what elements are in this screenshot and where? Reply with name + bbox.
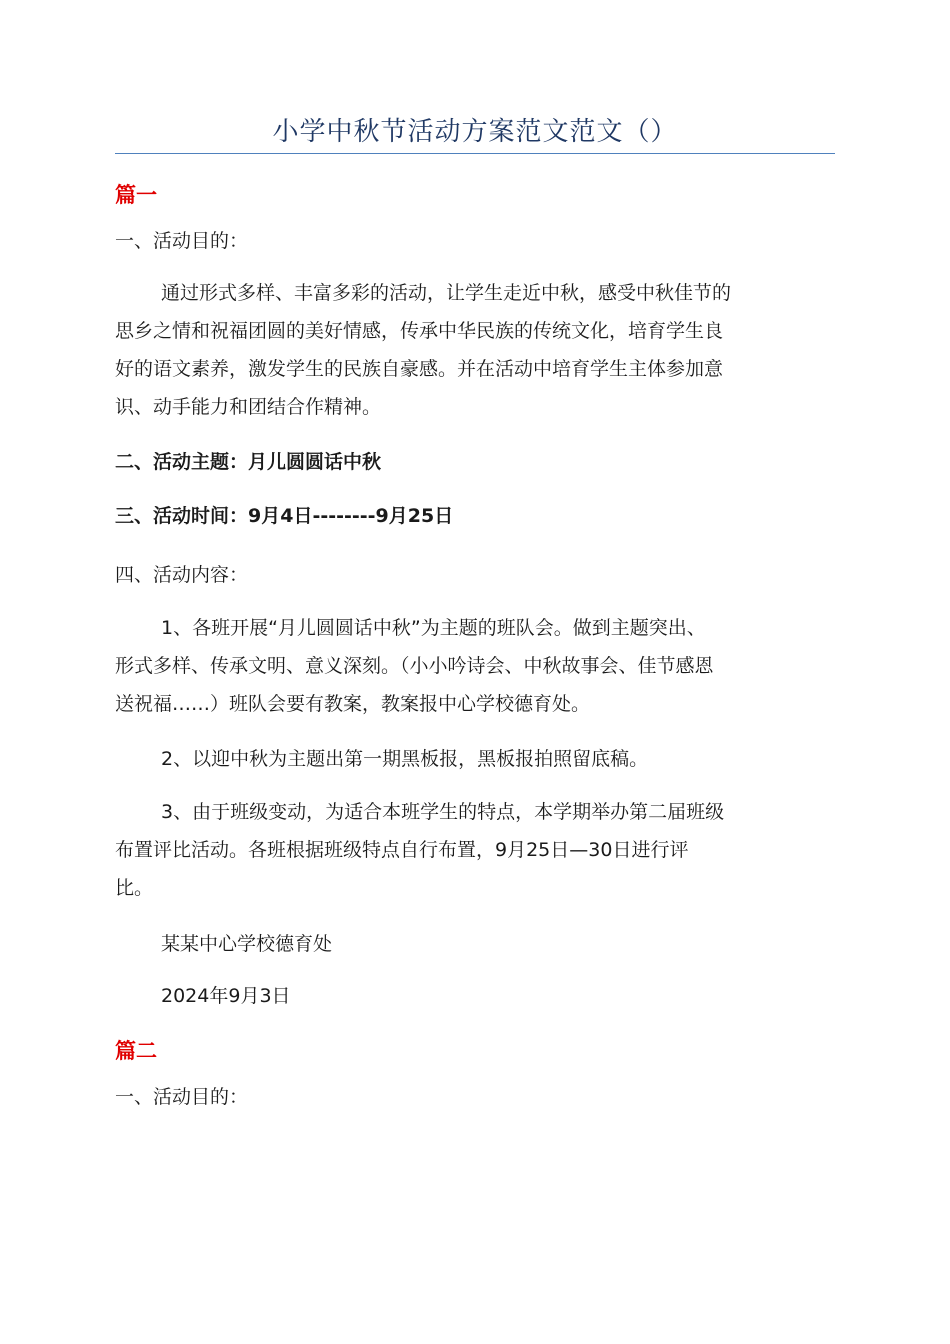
part1-heading: 篇一	[115, 183, 157, 207]
date-text: 2024年9月3日	[161, 985, 291, 1007]
paragraph-line: 2、以迎中秋为主题出第一期黑板报，黑板报拍照留底稿。	[161, 748, 649, 770]
paragraph-line: 思乡之情和祝福团圆的美好情感，传承中华民族的传统文化，培育学生良	[115, 320, 724, 342]
part1-goal-label: 一、活动目的：	[115, 230, 249, 252]
paragraph-line: 好的语文素养，激发学生的民族自豪感。并在活动中培育学生主体参加意	[115, 358, 724, 380]
part1-theme: 二、活动主题：月儿圆圆话中秋	[115, 451, 382, 473]
signature-text: 某某中心学校德育处	[161, 933, 333, 955]
paragraph-line: 形式多样、传承文明、意义深刻。（小小吟诗会、中秋故事会、佳节感恩	[115, 655, 714, 677]
paragraph-line: 比。	[115, 877, 154, 899]
paragraph-line: 1、各班开展“月儿圆圆话中秋”为主题的班队会。做到主题突出、	[161, 617, 706, 639]
part1-goal-paragraph	[115, 274, 835, 426]
paragraph-line: 送祝福……）班队会要有教案，教案报中心学校德育处。	[115, 693, 591, 715]
part1-signature	[115, 925, 835, 963]
paragraph-line: 通过形式多样、丰富多彩的活动，让学生走近中秋，感受中秋佳节的	[161, 282, 732, 304]
paragraph-line: 3、由于班级变动，为适合本班学生的特点，本学期举办第二届班级	[161, 801, 725, 823]
part1-item2-paragraph	[115, 740, 835, 778]
part1-item3-paragraph	[115, 793, 835, 907]
part2-goal-label: 一、活动目的：	[115, 1086, 249, 1108]
part2-heading: 篇二	[115, 1039, 157, 1063]
part1-date	[115, 977, 835, 1015]
part1-time: 三、活动时间：9月4日--------9月25日	[115, 505, 454, 527]
paragraph-line: 布置评比活动。各班根据班级特点自行布置，9月25日—30日进行评	[115, 839, 689, 861]
part1-content-label: 四、活动内容：	[115, 564, 249, 586]
document-title: 小学中秋节活动方案范文范文（）	[272, 117, 678, 147]
part1-item1-paragraph	[115, 609, 835, 723]
title-underline	[115, 153, 835, 154]
paragraph-line: 识、动手能力和团结合作精神。	[115, 396, 382, 418]
